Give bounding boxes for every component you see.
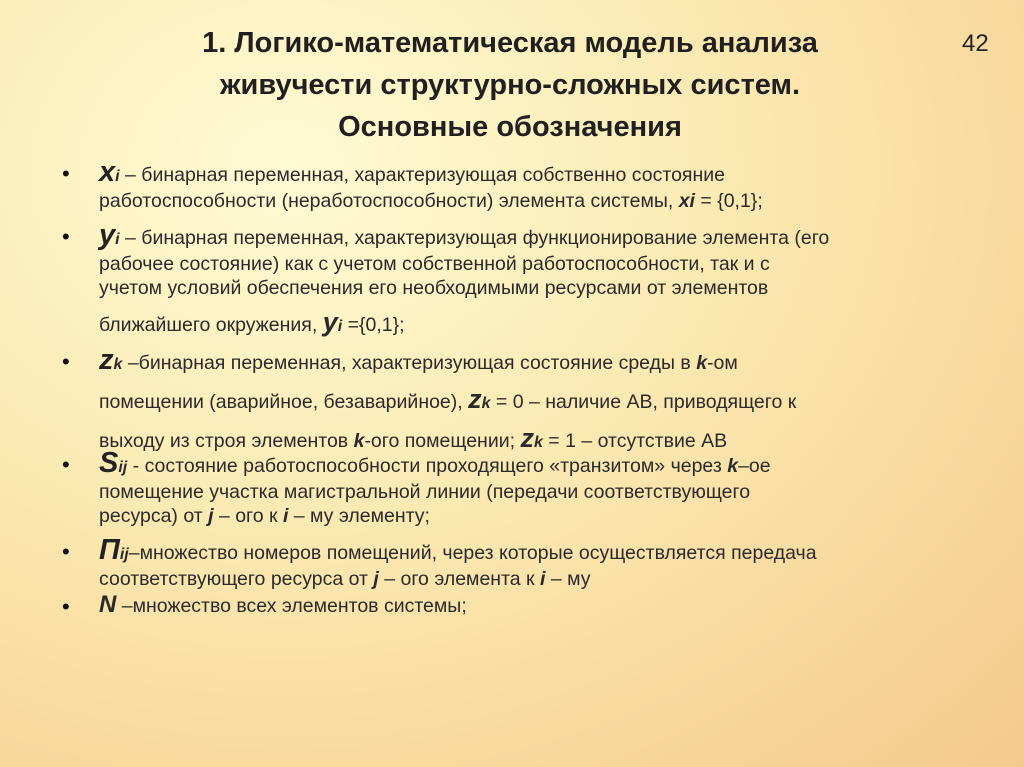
subscript-ij: ij xyxy=(118,459,128,476)
item-line xyxy=(99,504,992,528)
item-line xyxy=(99,189,992,213)
slide-title xyxy=(130,22,890,148)
item-text: - состояние работоспособности проходящего «транзитом» через xyxy=(127,455,728,477)
variable-y-subscript: i xyxy=(337,318,343,335)
variable-y: y xyxy=(322,307,338,337)
item-text: ресурса) от xyxy=(99,505,209,527)
item-text: выходу из строя элементов xyxy=(99,430,354,452)
item-line: помещение участка магистральной линии (передачи соответствующего xyxy=(99,481,751,503)
symbol-x: x xyxy=(99,156,116,188)
variable-j: j xyxy=(208,505,214,527)
variable-z-subscript: k xyxy=(481,395,491,412)
item-text: – ого к xyxy=(213,505,283,527)
list-item-y xyxy=(62,219,992,348)
subscript-k: k xyxy=(113,356,123,373)
variable-z: z xyxy=(468,384,482,414)
variable-xi: xi xyxy=(678,190,695,212)
list-item-z xyxy=(62,344,992,453)
item-text: = {0,1}; xyxy=(694,190,763,212)
bullet-icon: • xyxy=(62,224,70,249)
item-line xyxy=(99,384,992,416)
item-line xyxy=(99,534,992,567)
bullet-icon: • xyxy=(62,539,70,564)
title-line-1: 1. Логико-математическая модель анализа xyxy=(202,27,818,59)
item-line xyxy=(99,307,992,339)
variable-z: z xyxy=(520,423,534,453)
item-line xyxy=(99,447,992,480)
item-text: – му xyxy=(545,568,591,590)
item-text: соответствующего ресурса от xyxy=(99,568,374,590)
item-line xyxy=(99,156,992,189)
slide-number: 42 xyxy=(962,30,989,57)
symbol-z: z xyxy=(99,344,114,376)
item-text: – бинарная переменная, характеризующая функционирование элемента (его xyxy=(119,227,830,249)
notation-list xyxy=(62,156,992,623)
list-item-s xyxy=(62,447,992,538)
item-text: -ого помещении; xyxy=(364,430,521,452)
variable-z-subscript: k xyxy=(533,434,543,451)
item-text: – му элементу; xyxy=(288,505,430,527)
item-line xyxy=(99,593,992,618)
item-text: = 1 – отсутствие АВ xyxy=(542,430,728,452)
symbol-y: y xyxy=(99,219,116,251)
item-line: учетом условий обеспечения его необходимыми ресурсами от элементов xyxy=(99,277,769,299)
subscript-i: i xyxy=(115,231,120,248)
item-line xyxy=(99,344,992,377)
variable-k: k xyxy=(696,352,708,374)
title-line-3: Основные обозначения xyxy=(338,111,682,143)
item-text: –множество всех элементов системы; xyxy=(116,595,467,617)
bullet-icon: • xyxy=(62,349,70,374)
symbol-s: S xyxy=(99,447,119,479)
item-line xyxy=(99,219,992,252)
bullet-icon: • xyxy=(62,452,70,477)
item-text: -ом xyxy=(707,352,738,374)
item-line xyxy=(99,567,992,591)
item-text: –множество номеров помещений, через которые осуществляется передача xyxy=(128,542,817,564)
item-text: = 0 – наличие АВ, приводящего к xyxy=(490,391,797,413)
variable-i: i xyxy=(282,505,289,527)
item-text: ={0,1}; xyxy=(342,314,405,336)
variable-k: k xyxy=(353,430,365,452)
list-item-x xyxy=(62,156,992,223)
subscript-ij: ij xyxy=(119,546,129,563)
title-line-2: живучести структурно-сложных систем. xyxy=(219,69,801,101)
item-line: рабочее состояние) как с учетом собственной работоспособности, так и с xyxy=(99,253,770,275)
symbol-n: N xyxy=(99,591,117,618)
item-text: ближайшего окружения, xyxy=(99,314,323,336)
item-text: – ого элемента к xyxy=(378,568,541,590)
subscript-i: i xyxy=(115,168,120,185)
item-text: работоспособности (неработоспособности) элемента системы, xyxy=(99,190,679,212)
item-text: –ое xyxy=(738,455,771,477)
variable-i: i xyxy=(540,568,546,590)
bullet-icon: • xyxy=(62,594,70,619)
variable-k: k xyxy=(727,455,739,477)
bullet-icon: • xyxy=(62,161,70,186)
item-text: помещении (аварийное, безаварийное), xyxy=(99,391,469,413)
item-text: –бинарная переменная, характеризующая состояние среды в xyxy=(122,352,697,374)
list-item-p xyxy=(62,534,992,593)
symbol-p: П xyxy=(99,534,120,566)
item-text: – бинарная переменная, характеризующая собственно состояние xyxy=(119,164,725,186)
list-item-n xyxy=(62,593,992,623)
variable-j: j xyxy=(373,568,379,590)
